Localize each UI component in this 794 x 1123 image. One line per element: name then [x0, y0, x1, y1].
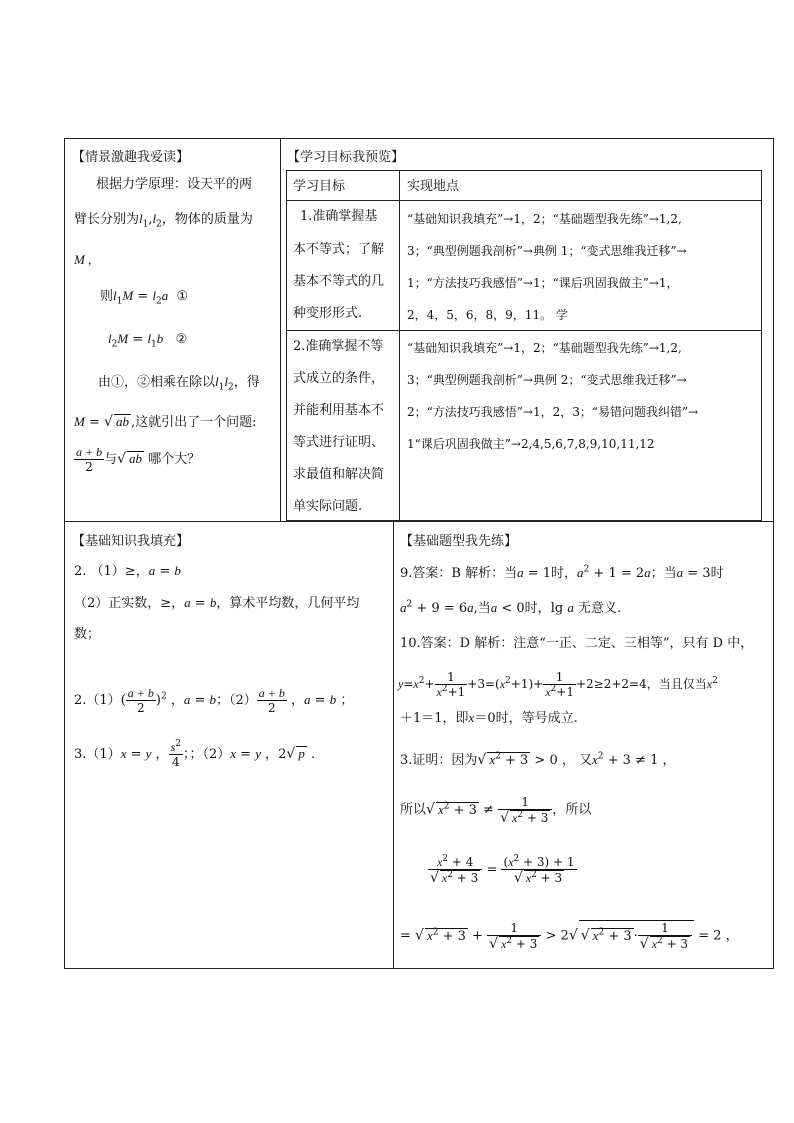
basic-practice-header: 【基础题型我先练】: [400, 534, 518, 549]
goals-col-header-2: 实现地点: [407, 179, 460, 194]
goals-col-header-1: 学习目标: [293, 179, 346, 194]
goals-row-2-place-cell: [399, 330, 762, 521]
place-1-line: “基础知识我填充”→1，2；“基础题型我先练”→1,2,: [407, 212, 682, 226]
goal-1-line: 种变形形式.: [293, 306, 363, 321]
bp-q9-line-1: 9.答案：B 解析：当a = 1时，$a^2 + 1 = 2a$；当a = 3时: [400, 564, 724, 581]
bk-line-4: 2.（1）( $\frac{a + b}{2}$ )$^2$ ，a = b；（2） $\frac{a + b}{2}$ ，a = b ；: [74, 686, 354, 715]
place-1-line: 1；“方法技巧我感悟”→1；“课后巩固我做主”→1，: [407, 276, 679, 290]
intro-line-7: M = √ ab ,这就引出了一个问题:: [74, 414, 257, 430]
bk-line-3: 数；: [74, 627, 101, 642]
intro-line-1: 根据力学原理：设天平的两: [96, 177, 253, 192]
goal-2-line: 单实际问题.: [293, 499, 363, 514]
place-1-line: 2，4，5，6，8，9，11。 学: [407, 308, 568, 322]
goals-header: 【学习目标我预览】: [287, 150, 405, 165]
bp-q3-line-3: $\frac{x^2 + 4}{√ x^2 + 3}$ = $\frac{(x^2 + 3) + 1}{√ x^2 + 3}$: [430, 854, 575, 886]
bk-line-1: 2. （1）≥，a = b: [74, 563, 181, 579]
place-2-line: 1“课后巩固我做主”→2,4,5,6,7,8,9,10,11,12: [407, 437, 655, 451]
goal-2-line: 并能利用基本不: [293, 403, 385, 418]
intro-line-2: 臂长分别为$l_1,l_2$，物体的质量为: [74, 211, 253, 230]
intro-eq-1: 则$l_1M = l_2a$ ①: [100, 288, 189, 307]
bk-line-2: （2）正实数，≥，a = b，算术平均数，几何平均: [74, 595, 360, 611]
bp-q10-line-3: ＋1＝1，即x＝0时，等号成立.: [400, 710, 578, 726]
bk-line-5: 3.（1）x = y ， $\frac{s^2}{4}$ ；；（2）x = y ，2√ p .: [74, 739, 316, 769]
goal-1-line: 1.准确掌握基: [300, 209, 378, 224]
goal-2-line: 2.准确掌握不等: [293, 339, 384, 354]
intro-line-6: 由①，②相乘在除以$l_1l_2$，得: [98, 374, 260, 393]
goal-1-line: 基本不等式的几: [293, 274, 385, 289]
intro-line-3: M ,: [74, 252, 92, 267]
place-1-line: 3；“典型例题我剖析”→典例 1；“变式思维我迁移”→: [407, 244, 687, 258]
goals-row-2-goal-cell: [286, 330, 400, 521]
goal-2-line: 式成立的条件，: [293, 371, 385, 386]
place-2-line: “基础知识我填充”→1，2；“基础题型我先练”→1,2,: [407, 341, 682, 355]
bp-q10-line-1: 10.答案：D 解析：注意“一正、二定、三相等”，只有 D 中，: [400, 636, 754, 651]
bp-q9-line-2: $a^2 + 9 = 6a$,当a < 0时，lg a 无意义.: [400, 599, 622, 616]
intro-header: 【情景激趣我爱读】: [72, 150, 190, 165]
goal-2-line: 等式进行证明、: [293, 435, 385, 450]
bp-q3-line-1: 3.证明：因为√ $x^2 + 3 > 0$ ， 又$x^2 + 3 \ne 1$ ，: [400, 751, 676, 768]
basic-practice-panel: [393, 521, 774, 969]
basic-knowledge-header: 【基础知识我填充】: [72, 534, 190, 549]
bp-q3-line-4: = √ $x^2 + 3$ + $\frac{1}{√ x^2 + 3}$ > 2√ √ $x^2 + 3$ · $\frac{1}{√ x^2 + 3}$ = 2 ，: [400, 921, 739, 952]
bp-q10-line-2: $y=x^2+$ $\frac{1}{x^2+1}$ $+3=(x^2+1)+$ $\frac{1}{x^2+1}$ +2≥2+2=4，当且仅当$x^2$: [398, 670, 718, 699]
goal-1-line: 本不等式；了解: [293, 242, 385, 257]
bp-q3-line-2: 所以√ $x^2 + 3$ ≠ $\frac{1}{√ x^2 + 3}$ ，所以: [400, 795, 592, 826]
goal-2-line: 求最值和解决简: [293, 467, 385, 482]
place-2-line: 2；“方法技巧我感悟”→1，2，3；“易错问题我纠错”→: [407, 405, 699, 419]
place-2-line: 3；“典型例题我剖析”→典例 2；“变式思维我迁移”→: [407, 373, 687, 387]
intro-line-8: $\frac{a + b}{2}$ 与√ ab 哪个大？: [76, 445, 201, 474]
intro-eq-2: $l_2M = l_1b$ ②: [108, 331, 188, 350]
